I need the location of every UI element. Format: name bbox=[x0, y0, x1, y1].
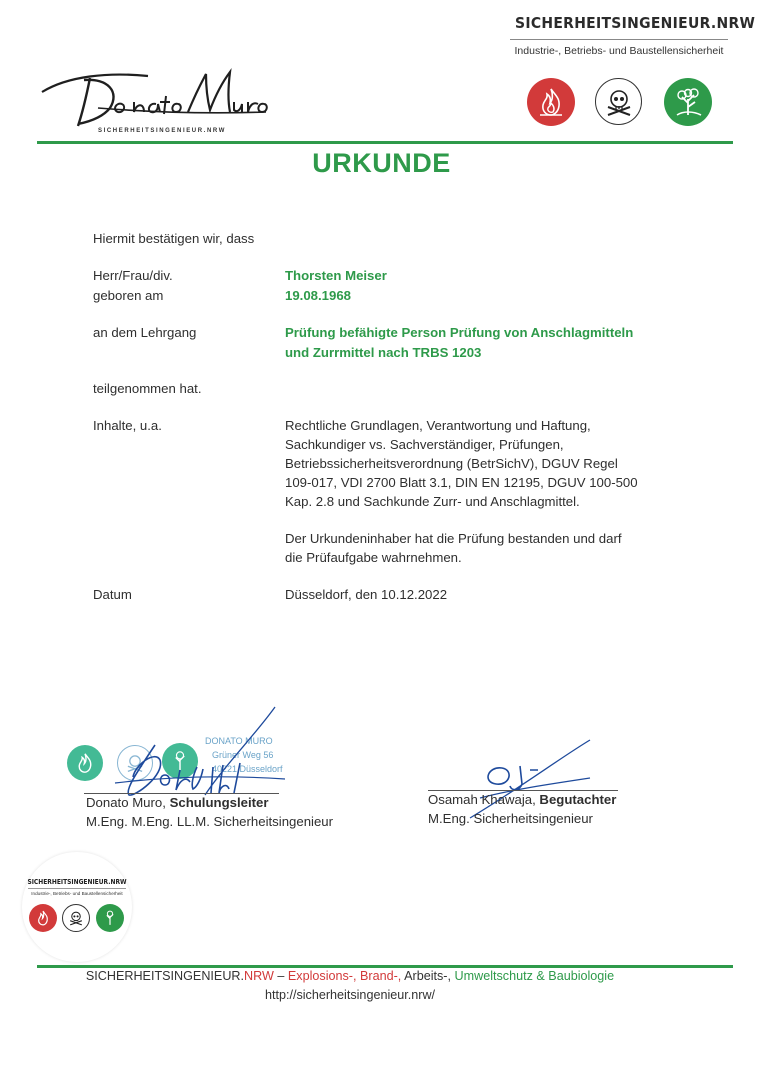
stamp-flame-icon bbox=[67, 745, 103, 781]
badge-title: SICHERHEITSINGENIEUR.NRW bbox=[27, 878, 127, 886]
company-badge bbox=[22, 852, 132, 962]
header-divider bbox=[37, 141, 733, 144]
stamp-line-3: 40221 Düsseldorf bbox=[212, 764, 283, 774]
flame-icon bbox=[527, 78, 575, 126]
right-signer-role: Begutachter bbox=[539, 792, 617, 807]
footer-tagline bbox=[0, 969, 700, 983]
footer-divider bbox=[37, 965, 733, 968]
value-course-line2: und Zurrmittel nach TRBS 1203 bbox=[285, 345, 482, 360]
left-signer-title: M.Eng. M.Eng. LL.M. Sicherheitsingenieur bbox=[86, 814, 334, 829]
footer-brand-tld: NRW bbox=[244, 969, 274, 983]
footer-dash: – bbox=[273, 969, 288, 983]
footer-url[interactable]: http://sicherheitsingenieur.nrw/ bbox=[264, 988, 436, 1002]
logo-caption: SICHERHEITSINGENIEUR.NRW bbox=[98, 128, 226, 134]
label-born: geboren am bbox=[93, 288, 164, 303]
contents-line-2: Sachkundiger vs. Sachverständiger, Prüfungen, bbox=[285, 437, 564, 452]
label-contents: Inhalte, u.a. bbox=[93, 418, 162, 433]
right-signer bbox=[428, 790, 616, 809]
tree-icon bbox=[664, 78, 712, 126]
contents-line-1: Rechtliche Grundlagen, Verantwortung und Haftung, bbox=[285, 418, 591, 433]
badge-flame-icon bbox=[29, 904, 57, 932]
left-signer-role: Schulungsleiter bbox=[169, 795, 269, 810]
value-date: Düsseldorf, den 10.12.2022 bbox=[285, 587, 448, 602]
skull-crossbones-icon bbox=[595, 78, 642, 125]
label-person: Herr/Frau/div. bbox=[93, 268, 173, 283]
left-signature bbox=[105, 705, 295, 800]
right-signer-title: M.Eng. Sicherheitsingenieur bbox=[428, 811, 593, 826]
value-person: Thorsten Meiser bbox=[285, 268, 387, 283]
passed-line-1: Der Urkundeninhaber hat die Prüfung bestanden und darf bbox=[285, 531, 622, 546]
intro-text: Hiermit bestätigen wir, dass bbox=[93, 231, 255, 246]
donato-muro-logo bbox=[38, 58, 268, 130]
badge-tree-icon bbox=[96, 904, 124, 932]
brand-divider bbox=[510, 39, 728, 40]
contents-line-4: 109-017, VDI 2700 Blatt 3.1, DIN EN 12195, DGUV 100-500 bbox=[285, 475, 638, 490]
badge-divider bbox=[28, 888, 126, 889]
contents-line-3: Betriebssicherheitsverordnung (BetrSichV), DGUV Regel bbox=[285, 456, 618, 471]
footer-work: Arbeits-, bbox=[401, 969, 455, 983]
brand-title: SICHERHEITSINGENIEUR.NRW bbox=[515, 14, 756, 32]
footer-environment: Umweltschutz & Baubiologie bbox=[454, 969, 615, 983]
footer-brand: SICHERHEITSINGENIEUR. bbox=[85, 969, 245, 983]
label-date: Datum bbox=[93, 587, 132, 602]
badge-skull-icon bbox=[62, 904, 90, 932]
right-signer-name: Osamah Khawaja, bbox=[428, 792, 540, 807]
left-signer-name: Donato Muro, bbox=[86, 795, 170, 810]
value-course-line1: Prüfung befähigte Person Prüfung von Anschlagmitteln bbox=[285, 325, 634, 340]
label-course: an dem Lehrgang bbox=[93, 325, 197, 340]
badge-subtitle: Industrie-, Betriebs- und Baustellensicherheit bbox=[31, 891, 123, 896]
brand-subtitle: Industrie-, Betriebs- und Baustellensicherheit bbox=[514, 45, 724, 57]
passed-line-2: die Prüfaufgabe wahrnehmen. bbox=[285, 550, 462, 565]
stamp-line-1: DONATO MURO bbox=[205, 736, 273, 746]
left-signer bbox=[86, 793, 269, 812]
footer-explosion-fire: Explosions-, Brand-, bbox=[287, 969, 402, 983]
value-born: 19.08.1968 bbox=[285, 288, 352, 303]
document-title: URKUNDE bbox=[312, 148, 451, 178]
contents-line-5: Kap. 2.8 und Sachkunde Zurr- und Anschlagmittel. bbox=[285, 494, 580, 509]
participated-text: teilgenommen hat. bbox=[93, 381, 202, 396]
stamp-line-2: Grüner Weg 56 bbox=[212, 750, 274, 760]
